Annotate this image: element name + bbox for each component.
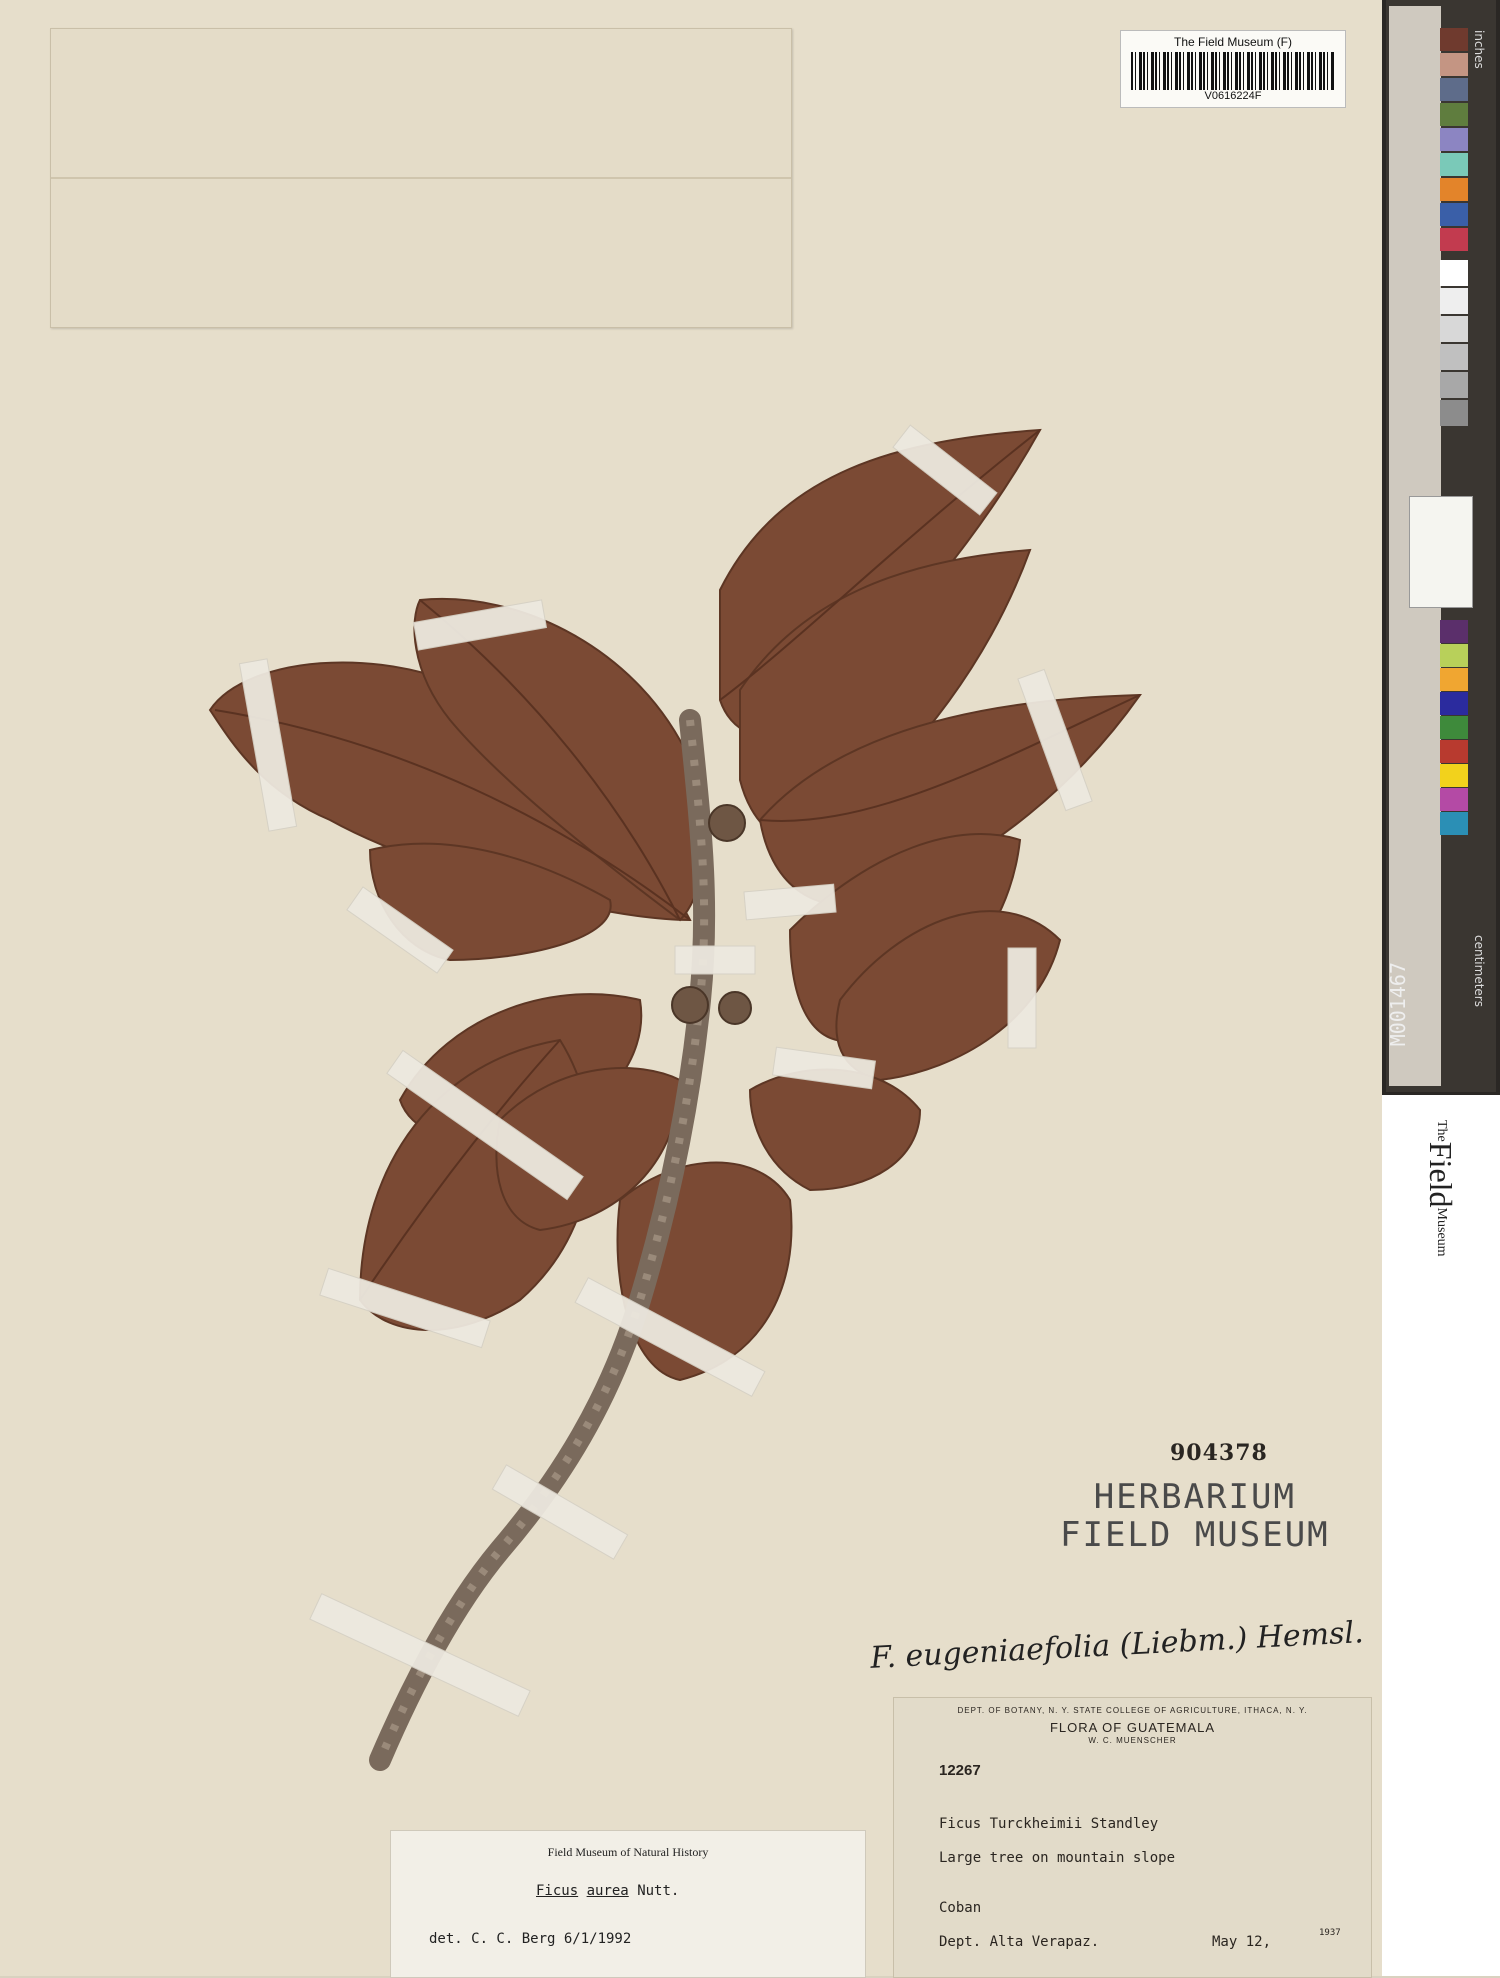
centimeters-label: centimeters — [1472, 935, 1486, 1007]
color-swatch — [1440, 788, 1468, 811]
label-species: Ficus Turckheimii Standley — [939, 1816, 1159, 1832]
determination-label — [390, 1830, 866, 1978]
catalog-number: 904378 — [1170, 1440, 1268, 1466]
label-header: DEPT. OF BOTANY, N. Y. STATE COLLEGE OF AGRICULTURE, ITHACA, N. Y. — [957, 1706, 1308, 1715]
stamp-line-1: HERBARIUM — [1093, 1477, 1296, 1517]
color-swatch — [1440, 28, 1468, 51]
color-swatch — [1440, 764, 1468, 787]
grey-swatch — [1440, 316, 1468, 342]
color-swatch — [1440, 228, 1468, 251]
logo-field: Field — [1423, 1141, 1459, 1208]
grey-swatch — [1440, 372, 1468, 398]
barcode-number: V0616224F — [1204, 90, 1262, 102]
label-title: FLORA OF GUATEMALA — [1049, 1720, 1216, 1735]
det-institution: Field Museum of Natural History — [547, 1845, 709, 1859]
color-swatch — [1440, 203, 1468, 226]
logo-the: The — [1434, 1120, 1449, 1142]
det-author: Nutt. — [637, 1883, 680, 1899]
barcode-institution: The Field Museum (F) — [1173, 35, 1293, 49]
label-habitat: Large tree on mountain slope — [939, 1850, 1176, 1866]
color-swatch — [1440, 620, 1468, 643]
collection-label — [893, 1697, 1372, 1978]
color-swatch — [1440, 178, 1468, 201]
det-epithet: aurea — [586, 1883, 629, 1899]
grey-swatch — [1440, 260, 1468, 286]
color-swatch — [1440, 128, 1468, 151]
color-swatch — [1440, 53, 1468, 76]
field-museum-logo — [1425, 1120, 1457, 1257]
grey-swatch — [1440, 288, 1468, 314]
grey-swatch — [1440, 400, 1468, 426]
det-determiner: det. C. C. Berg 6/1/1992 — [429, 1931, 632, 1947]
collection-number: 12267 — [939, 1762, 981, 1779]
herbarium-stamp — [1060, 1478, 1330, 1554]
white-balance-target — [1409, 496, 1473, 608]
grey-swatch — [1440, 344, 1468, 370]
label-locality: Coban — [939, 1900, 982, 1916]
label-year: 1937 — [1319, 1928, 1341, 1938]
inches-label: inches — [1472, 30, 1486, 69]
handwritten-determination: F. eugeniaefolia (Liebm.) Hemsl. — [869, 1615, 1365, 1676]
color-swatch — [1440, 668, 1468, 691]
label-collector: W. C. MUENSCHER — [1088, 1736, 1177, 1745]
color-swatch — [1440, 740, 1468, 763]
color-swatch — [1440, 812, 1468, 835]
stamp-line-2: FIELD MUSEUM — [1060, 1515, 1330, 1555]
det-taxon — [536, 1883, 679, 1899]
color-swatch — [1440, 716, 1468, 739]
specimen-id: M001467 — [1386, 962, 1410, 1047]
color-swatch — [1440, 78, 1468, 101]
logo-museum: Museum — [1434, 1207, 1449, 1257]
color-swatch — [1440, 103, 1468, 126]
color-swatch — [1440, 153, 1468, 176]
leaf — [750, 1070, 920, 1190]
label-department: Dept. Alta Verapaz. — [939, 1934, 1100, 1950]
det-genus: Ficus — [536, 1883, 579, 1899]
color-swatch — [1440, 692, 1468, 715]
label-date: May 12, — [1212, 1934, 1272, 1950]
color-swatch — [1440, 644, 1468, 667]
